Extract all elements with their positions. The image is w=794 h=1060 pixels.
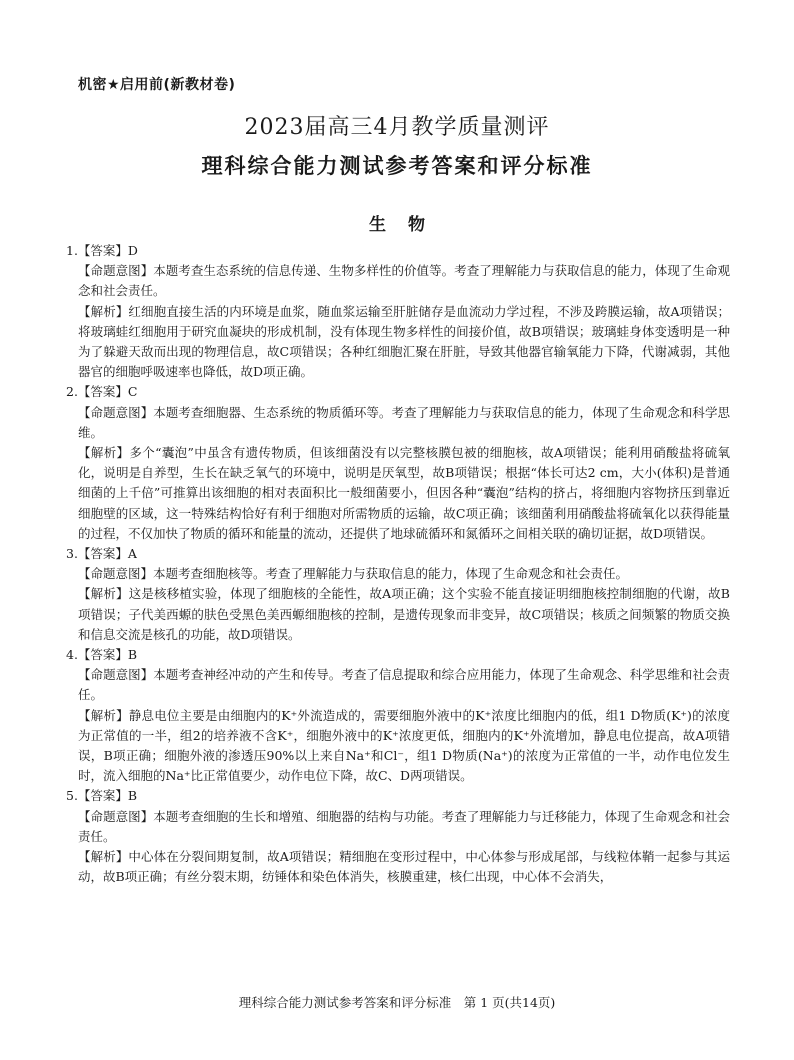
question-2	[66, 382, 730, 544]
intent-paragraph: 【命题意图】本题考查神经冲动的产生和传导。考查了信息提取和综合应用能力，体现了生命观念、科学思维和社会责任。	[78, 667, 730, 703]
page-footer: 理科综合能力测试参考答案和评分标准 第 1 页(共14页)	[238, 995, 556, 1010]
confidential-label: 机密★启用前(新教材卷)	[78, 77, 236, 93]
analysis-paragraph: 【解析】多个“囊泡”中虽含有遗传物质，但该细菌没有以完整核膜包被的细胞核，故A项错误；能利用硝酸盐将硫氧化，说明是自养型，生长在缺乏氧气的环境中，说明是厌氧型，故B项错误；根据“体长可达2 cm，大小(体积)是普通细菌的上千倍”可推算出该细胞的相对表面积比一般细菌要小，但因各种“囊泡”结构的挤占，将细胞内容物挤压到靠近细胞壁的区域，这一特殊结构恰好有利于细胞对所需物质的运输，故C项正确；该细菌利用硝酸盐将硫氧化以获得能量的过程，不仅加快了物质的循环和能量的流动，还提供了地球硫循环和氮循环之间相关联的确切证据，故D项错误。	[78, 445, 730, 541]
document-subtitle: 理科综合能力测试参考答案和评分标准	[201, 154, 593, 178]
subject-heading: 生物	[369, 215, 447, 235]
analysis-paragraph: 【解析】中心体在分裂间期复制，故A项错误；精细胞在变形过程中，中心体参与形成尾部，与线粒体鞘一起参与其运动，故B项正确；有丝分裂末期，纺锤体和染色体消失，核膜重建，核仁出现，中心体不会消失，	[78, 849, 730, 885]
answer-line: 3.【答案】A	[66, 546, 137, 562]
question-5	[66, 786, 730, 887]
intent-paragraph: 【命题意图】本题考查细胞器、生态系统的物质循环等。考查了理解能力与获取信息的能力，体现了生命观念和科学思维。	[78, 404, 730, 440]
answer-line: 4.【答案】B	[66, 647, 138, 663]
answer-content	[66, 241, 730, 888]
exam-title: 2023届高三4月教学质量测评	[244, 115, 550, 140]
analysis-paragraph: 【解析】静息电位主要是由细胞内的K⁺外流造成的，需要细胞外液中的K⁺浓度比细胞内的低，组1 D物质(K⁺)的浓度为正常值的一半，组2的培养液不含K⁺，细胞外液中的K⁺浓度更低，细胞内的K⁺外流增加，静息电位提高，故A项错误，B项正确；细胞外液的渗透压90%以上来自Na⁺和Cl⁻，组1 D物质(Na⁺)的浓度为正常值的一半，动作电位发生时，流入细胞的Na⁺比正常值要少，动作电位下降，故C、D两项错误。	[78, 707, 730, 784]
question-4	[66, 645, 730, 786]
answer-line: 1.【答案】D	[66, 243, 138, 258]
answer-line: 2.【答案】C	[66, 384, 138, 400]
answer-line: 5.【答案】B	[66, 788, 138, 804]
intent-paragraph: 【命题意图】本题考查细胞核等。考查了理解能力与获取信息的能力，体现了生命观念和社会责任。	[78, 566, 629, 582]
question-3	[66, 544, 730, 645]
intent-paragraph: 【命题意图】本题考查细胞的生长和增殖、细胞器的结构与功能。考查了理解能力与迁移能力，体现了生命观念和社会责任。	[78, 808, 730, 844]
analysis-paragraph: 【解析】红细胞直接生活的内环境是血浆，随血浆运输至肝脏储存是血流动力学过程，不涉及跨膜运输，故A项错误；将玻璃蛙红细胞用于研究血凝块的形成机制，没有体现生物多样性的间接价值，故B项错误；玻璃蛙身体变透明是一种为了躲避天敌而出现的物理信息，故C项错误；各种红细胞汇聚在肝脏，导致其他器官输氧能力下降，代谢减弱，其他器官的细胞呼吸速率也降低，故D项正确。	[78, 303, 730, 380]
question-1	[66, 241, 730, 382]
intent-paragraph: 【命题意图】本题考查生态系统的信息传递、生物多样性的价值等。考查了理解能力与获取信息的能力，体现了生命观念和社会责任。	[78, 263, 730, 299]
analysis-paragraph: 【解析】这是核移植实验，体现了细胞核的全能性，故A项正确；这个实验不能直接证明细胞核控制细胞的代谢，故B项错误；子代美西螈的肤色受黑色美西螈细胞核的控制，是遗传现象而非变异，故C项错误；核质之间频繁的物质交换和信息交流是核孔的功能，故D项错误。	[78, 586, 730, 642]
